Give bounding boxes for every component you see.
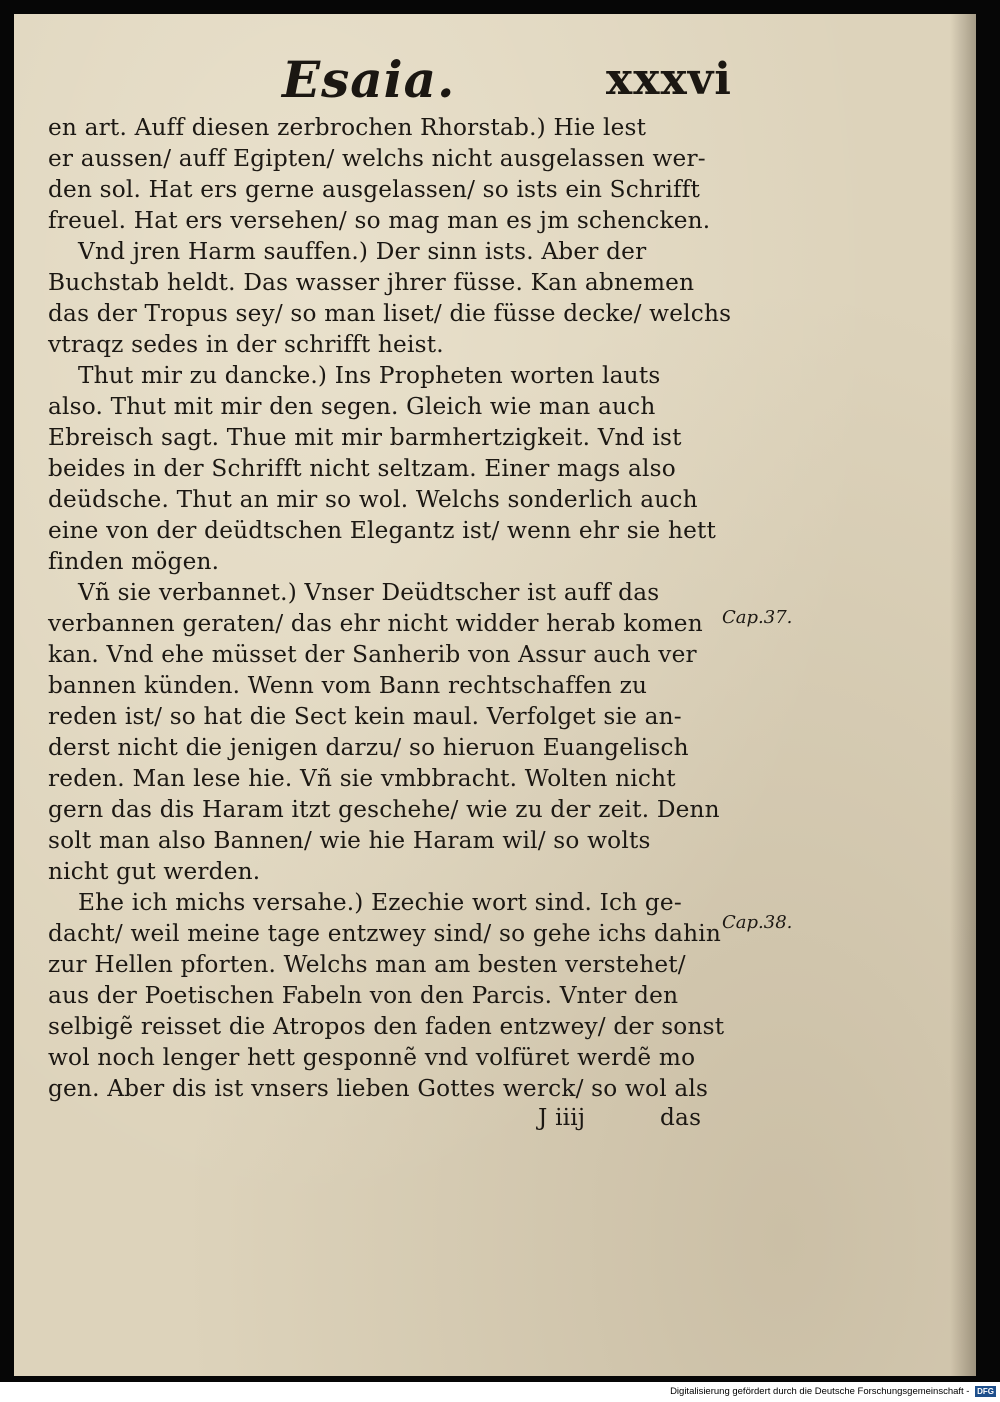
text-line: derst nicht die jenigen darzu/ so hieruon Euangelisch [48, 734, 689, 761]
text-line: Ebreisch sagt. Thue mit mir barmhertzigkeit. Vnd ist [48, 424, 682, 451]
text-line: en art. Auff diesen zerbrochen Rhorstab.) Hie lest [48, 114, 647, 141]
page-header [14, 50, 976, 120]
text-line: Thut mir zu dancke.) Ins Propheten worten lauts [78, 362, 661, 389]
main-text-block [48, 112, 732, 1135]
folio-number: xxxvi [606, 54, 732, 105]
text-line: nicht gut werden. [48, 858, 261, 885]
text-line: gern das dis Haram itzt geschehe/ wie zu der zeit. Denn [48, 796, 720, 823]
book-page [14, 14, 976, 1376]
text-line: eine von der deüdtschen Elegantz ist/ wenn ehr sie hett [48, 517, 717, 544]
text-line: gen. Aber dis ist vnsers lieben Gottes werck/ so wol als [48, 1075, 709, 1102]
text-line: bannen künden. Wenn vom Bann rechtschaffen zu [48, 672, 648, 699]
text-line: den sol. Hat ers gerne ausgelassen/ so ists ein Schrifft [48, 176, 701, 203]
text-line: finden mögen. [48, 548, 220, 575]
text-line: vtraqz sedes in der schrifft heist. [48, 331, 444, 358]
text-line: solt man also Bannen/ wie hie Haram wil/ so wolts [48, 827, 651, 854]
text-line: aus der Poetischen Fabeln von den Parcis. Vnter den [48, 982, 679, 1009]
text-line: beides in der Schrifft nicht seltzam. Einer mags also [48, 455, 676, 482]
page-edge-shadow [950, 14, 976, 1376]
catchword-line [48, 1104, 728, 1135]
text-line: Buchstab heldt. Das wasser jhrer füsse. Kan abnemen [48, 269, 695, 296]
marginal-note-cap-37: Cap.37. [722, 607, 793, 628]
marginal-note-cap-38: Cap.38. [722, 912, 793, 933]
text-line: Vnd jren Harm sauffen.) Der sinn ists. Aber der [78, 238, 647, 265]
text-line: das der Tropus sey/ so man liset/ die füsse decke/ welchs [48, 300, 732, 327]
signature-mark: J iiij [538, 1104, 586, 1131]
catchword: das [660, 1104, 702, 1131]
text-line: verbannen geraten/ das ehr nicht widder herab komen [48, 610, 703, 637]
text-line: Vñ sie verbannet.) Vnser Deüdtscher ist auff das [78, 579, 660, 606]
text-line: wol noch lenger hett gesponnẽ vnd volfüret werdẽ mo [48, 1044, 696, 1071]
digitization-credit [670, 1386, 996, 1397]
text-line: dacht/ weil meine tage entzwey sind/ so gehe ichs dahin [48, 920, 721, 947]
text-line: Ehe ich michs versahe.) Ezechie wort sind. Ich ge- [78, 889, 682, 916]
text-line: selbigẽ reisset die Atropos den faden entzwey/ der sonst [48, 1013, 725, 1040]
credit-text: Digitalisierung gefördert durch die Deutsche Forschungsgemeinschaft - [670, 1386, 970, 1397]
text-line: er aussen/ auff Egipten/ welchs nicht ausgelassen wer- [48, 145, 706, 172]
text-line: also. Thut mit mir den segen. Gleich wie man auch [48, 393, 656, 420]
text-line: freuel. Hat ers versehen/ so mag man es jm schencken. [48, 207, 711, 234]
dfg-logo: DFG [977, 1387, 994, 1396]
text-line: reden ist/ so hat die Sect kein maul. Verfolget sie an- [48, 703, 682, 730]
text-line: zur Hellen pforten. Welchs man am besten verstehet/ [48, 951, 686, 978]
text-line: kan. Vnd ehe müsset der Sanherib von Assur auch ver [48, 641, 697, 668]
running-head: Esaia. [282, 50, 456, 109]
text-line: deüdsche. Thut an mir so wol. Welchs sonderlich auch [48, 486, 698, 513]
text-line: reden. Man lese hie. Vñ sie vmbbracht. Wolten nicht [48, 765, 676, 792]
